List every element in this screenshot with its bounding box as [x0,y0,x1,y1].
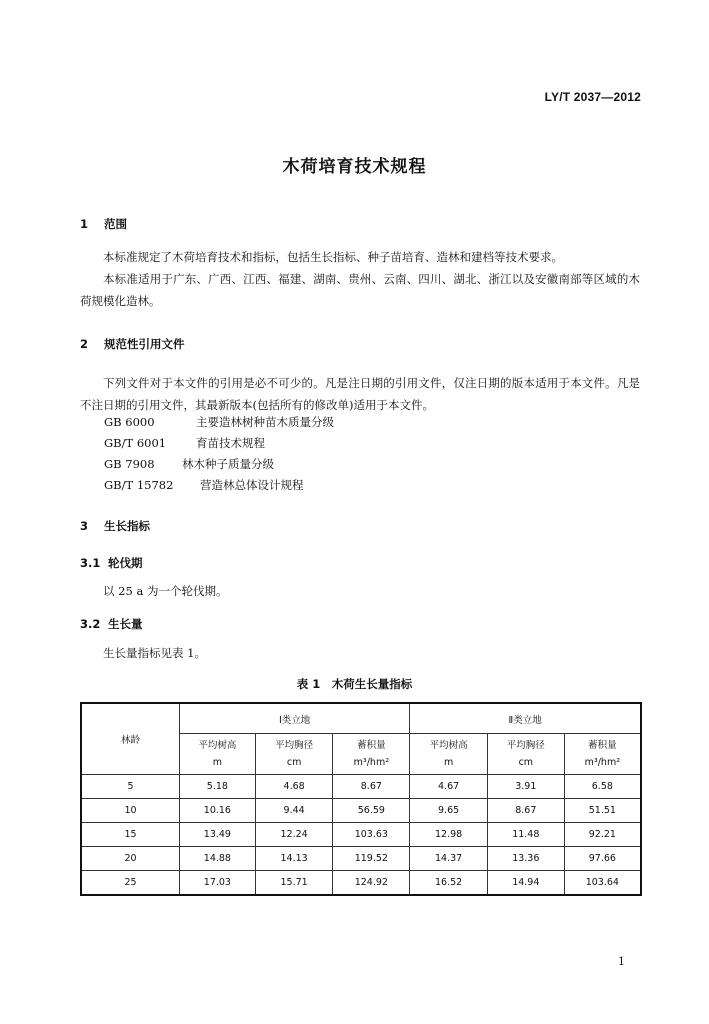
document-title: 木荷培育技术规程 [282,157,427,177]
reference-title: 林木种子质量分级 [182,457,274,471]
table-cell: 6.58 [564,775,641,799]
section-1-paragraph-2: 本标准适用于广东、广西、江西、福建、湖南、贵州、云南、四川、湖北、浙江以及安徽南部等区域的木荷规模化造林。 [80,272,640,308]
section-3-1-paragraph: 以 25 a 为一个轮伐期。 [103,584,228,598]
growth-table [80,702,642,896]
reference-title: 主要造林树种苗木质量分级 [196,415,334,429]
table-cell: 97.66 [564,847,641,871]
section-title: 规范性引用文件 [104,337,185,351]
table-cell: 15.71 [255,871,333,896]
section-2-heading [80,336,185,352]
column-name: 蓄积量 [357,740,386,751]
section-title: 范围 [104,217,127,231]
column-unit: m [443,757,454,768]
column-name: 平均胸径 [506,740,545,751]
table-cell: 25 [81,871,180,896]
column-header [180,734,256,775]
column-unit: m³/hm² [584,757,621,768]
table-cell: 103.64 [564,871,641,896]
table-header-row [81,703,641,734]
table-cell: 14.13 [255,847,333,871]
column-unit: cm [286,757,302,768]
section-3-2-paragraph: 生长量指标见表 1。 [103,646,206,660]
table-cell: 12.98 [410,823,488,847]
table-row [81,823,641,847]
site-class-2-header: Ⅱ类立地 [410,703,641,734]
column-name: 平均胸径 [275,740,314,751]
section-number: 3.1 [80,556,101,570]
section-number: 1 [80,217,89,231]
table-cell: 14.37 [410,847,488,871]
section-title: 生长量 [108,617,143,631]
section-3-1-heading [80,555,143,571]
section-1-paragraph-1: 本标准规定了木荷培育技术和指标，包括生长指标、种子苗培育、造林和建档等技术要求。 [103,250,563,264]
column-unit: m [212,757,223,768]
column-name: 平均树高 [429,740,468,751]
table-row [81,847,641,871]
column-header [487,734,564,775]
table-cell: 5 [81,775,180,799]
table-cell: 8.67 [487,799,564,823]
table-cell: 14.88 [180,847,256,871]
reference-item [104,435,265,451]
section-title: 生长指标 [104,519,150,533]
standard-code: LY/T 2037—2012 [544,90,641,104]
section-number: 2 [80,337,89,351]
column-header [255,734,333,775]
table-cell: 13.49 [180,823,256,847]
reference-code: GB 7908 [104,457,155,471]
reference-code: GB 6000 [104,415,155,429]
table-cell: 51.51 [564,799,641,823]
reference-item [104,456,274,472]
table-row [81,799,641,823]
section-number: 3.2 [80,617,101,631]
reference-code: GB/T 15782 [104,478,174,492]
table-row [81,775,641,799]
section-3-heading [80,518,150,534]
table-cell: 10.16 [180,799,256,823]
table-cell: 10 [81,799,180,823]
reference-item [104,414,334,430]
column-header [333,734,410,775]
table-cell: 8.67 [333,775,410,799]
table-cell: 9.44 [255,799,333,823]
section-2-paragraph-1: 下列文件对于本文件的引用是必不可少的。凡是注日期的引用文件，仅注日期的版本适用于本文件。凡是不注日期的引用文件，其最新版本(包括所有的修改单)适用于本文件。 [80,376,640,412]
table-cell: 11.48 [487,823,564,847]
table-cell: 5.18 [180,775,256,799]
age-header: 林龄 [81,703,180,775]
table-cell: 12.24 [255,823,333,847]
table-cell: 92.21 [564,823,641,847]
column-header [410,734,488,775]
table-cell: 56.59 [333,799,410,823]
table-cell: 14.94 [487,871,564,896]
table-cell: 4.68 [255,775,333,799]
table-cell: 13.36 [487,847,564,871]
table-cell: 103.63 [333,823,410,847]
table-cell: 3.91 [487,775,564,799]
table-cell: 15 [81,823,180,847]
reference-code: GB/T 6001 [104,436,167,450]
site-class-1-header: Ⅰ类立地 [180,703,410,734]
table-cell: 16.52 [410,871,488,896]
column-header [564,734,641,775]
table-cell: 9.65 [410,799,488,823]
table-cell: 4.67 [410,775,488,799]
section-number: 3 [80,519,89,533]
table-cell: 119.52 [333,847,410,871]
table-cell: 124.92 [333,871,410,896]
reference-title: 营造林总体设计规程 [200,478,304,492]
column-name: 平均树高 [198,740,237,751]
table-row [81,871,641,896]
table-cell: 20 [81,847,180,871]
column-unit: m³/hm² [353,757,390,768]
table-title: 表 1 木荷生长量指标 [296,677,413,691]
reference-title: 育苗技术规程 [196,436,265,450]
column-name: 蓄积量 [588,740,617,751]
section-1-heading [80,216,127,232]
reference-item [104,477,304,493]
section-title: 轮伐期 [108,556,143,570]
page-number: 1 [618,955,625,968]
section-3-2-heading [80,616,143,632]
table-cell: 17.03 [180,871,256,896]
column-unit: cm [518,757,534,768]
